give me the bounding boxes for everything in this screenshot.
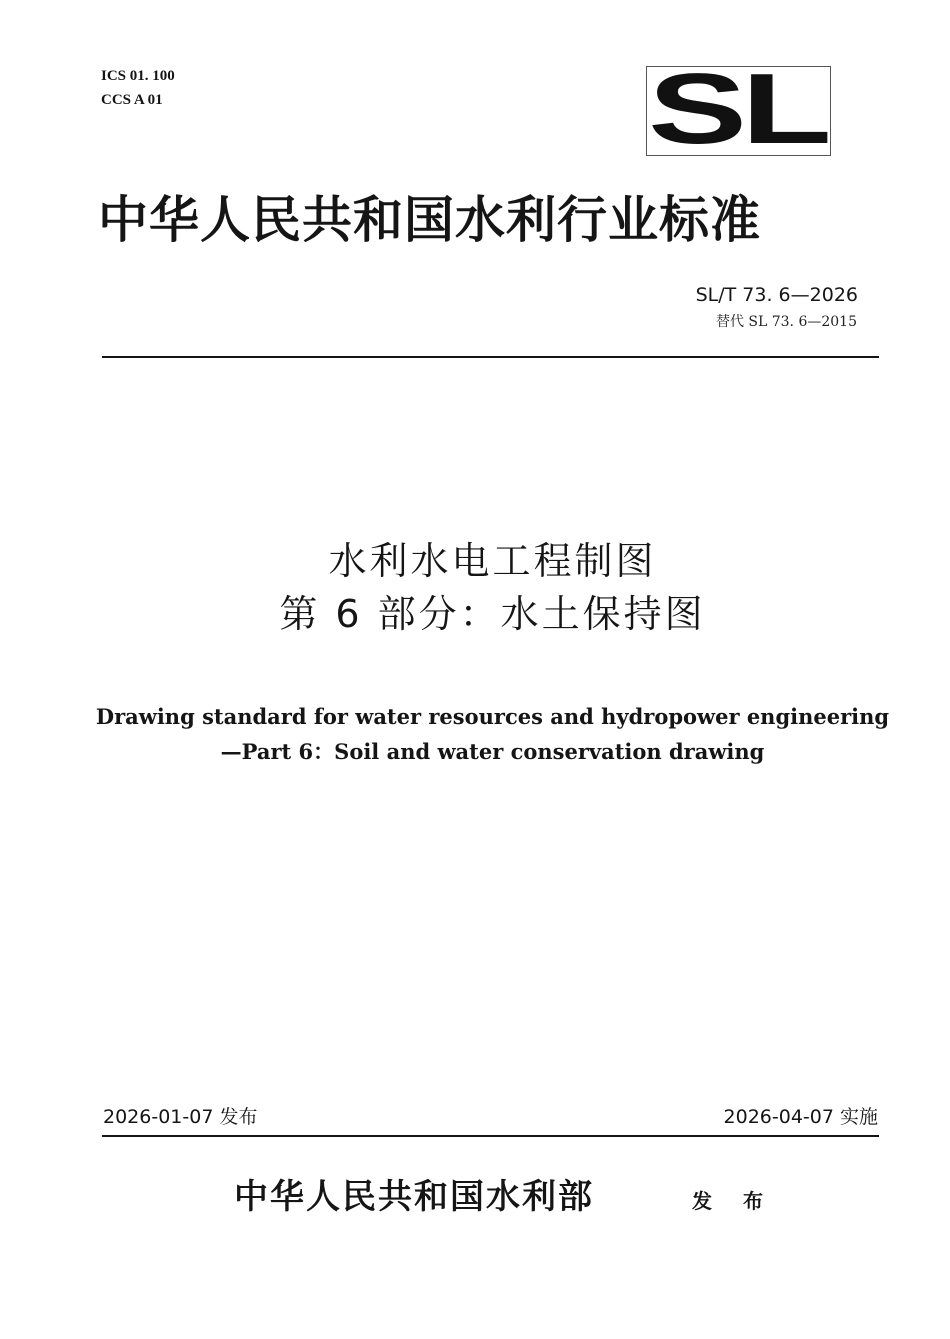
- supersedes-note: 替代 SL 73. 6—2015: [715, 314, 857, 330]
- sl-logo: [646, 66, 831, 156]
- chinese-title-line-1: 水利水电工程制图: [328, 539, 657, 583]
- english-title-line-2: —Part 6：Soil and water conservation drawing: [220, 739, 765, 764]
- ccs-code: CCS A 01: [101, 92, 163, 108]
- footer-divider: [102, 1135, 879, 1137]
- header-divider: [102, 356, 879, 358]
- implementation-date: 2026-04-07 实施: [723, 1106, 878, 1128]
- standard-number: SL/T 73. 6—2026: [695, 284, 858, 306]
- issuing-ministry: 中华人民共和国水利部: [234, 1177, 594, 1217]
- issue-date: 2026-01-07 发布: [103, 1106, 258, 1128]
- authority-title: 中华人民共和国水利行业标准: [98, 190, 761, 249]
- issuer-suffix: 发 布: [692, 1189, 775, 1213]
- chinese-title-line-2: 第 6 部分：水土保持图: [279, 592, 706, 636]
- ics-code: ICS 01. 100: [101, 68, 175, 84]
- sl-logo-text: SL: [648, 67, 829, 155]
- english-title-line-1: Drawing standard for water resources and hydropower engineering: [95, 704, 890, 729]
